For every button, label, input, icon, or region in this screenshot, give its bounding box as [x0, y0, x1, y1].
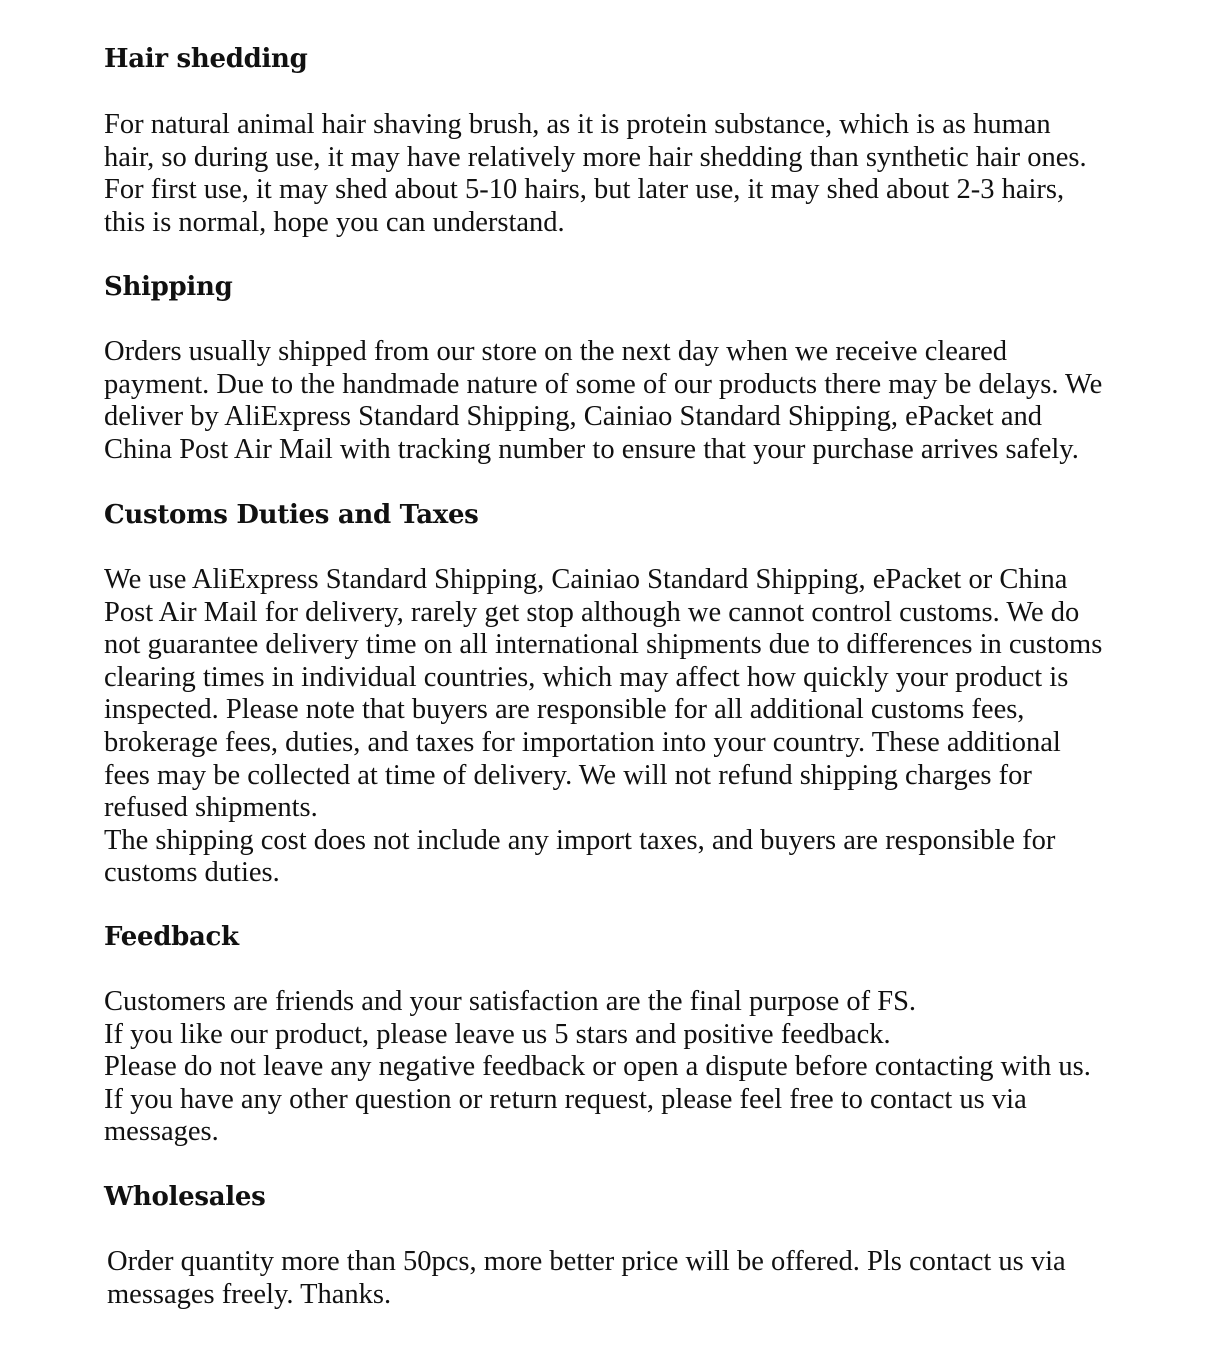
text-line: If you like our product, please leave us 5 stars and positive feedback.	[104, 1018, 891, 1050]
text-line: We use AliExpress Standard Shipping, Cainiao Standard Shipping, ePacket or China	[104, 564, 1068, 595]
text-line: hair, so during use, it may have relatively more hair shedding than synthetic hair ones.	[104, 141, 1087, 173]
heading-shipping: Shipping	[104, 272, 233, 302]
text-line: customs duties.	[104, 857, 280, 889]
paragraph-shipping	[104, 336, 1102, 466]
text-line: not guarantee delivery time on all international shipments due to differences in customs	[104, 629, 1103, 661]
paragraph-feedback	[104, 986, 1091, 1149]
text-line: clearing times in individual countries, which may affect how quickly your product is	[104, 661, 1069, 693]
text-line: Orders usually shipped from our store on the next day when we receive cleared	[104, 336, 1007, 367]
paragraph-customs-duties	[104, 564, 1102, 890]
text-line: this is normal, hope you can understand.	[104, 206, 565, 238]
text-line: Customers are friends and your satisfaction are the final purpose of FS.	[104, 986, 917, 1017]
text-line: China Post Air Mail with tracking number to ensure that your purchase arrives safely.	[104, 433, 1079, 465]
text-line: Please do not leave any negative feedback or open a dispute before contacting with us.	[104, 1051, 1091, 1083]
paragraph-hair-shedding	[104, 109, 1087, 239]
text-line: Post Air Mail for delivery, rarely get stop although we cannot control customs. We do	[104, 596, 1080, 628]
heading-wholesales: Wholesales	[104, 1182, 266, 1212]
heading-hair-shedding: Hair shedding	[104, 44, 308, 74]
text-line: The shipping cost does not include any import taxes, and buyers are responsible for	[104, 824, 1056, 856]
text-line: payment. Due to the handmade nature of some of our products there may be delays. We	[104, 368, 1103, 400]
text-line: fees may be collected at time of delivery. We will not refund shipping charges for	[104, 759, 1032, 791]
text-line: For natural animal hair shaving brush, as it is protein substance, which is as human	[104, 109, 1051, 140]
text-line: messages.	[104, 1116, 219, 1148]
paragraph-wholesales	[107, 1246, 1066, 1311]
text-line: If you have any other question or return request, please feel free to contact us via	[104, 1083, 1027, 1115]
text-line: For first use, it may shed about 5-10 hairs, but later use, it may shed about 2-3 hairs,	[104, 174, 1065, 206]
text-line: refused shipments.	[104, 792, 318, 824]
heading-customs-duties: Customs Duties and Taxes	[104, 500, 479, 530]
text-line: brokerage fees, duties, and taxes for importation into your country. These additional	[104, 726, 1061, 758]
text-line: deliver by AliExpress Standard Shipping, Cainiao Standard Shipping, ePacket and	[104, 401, 1042, 433]
text-line: messages freely. Thanks.	[107, 1278, 392, 1310]
text-line: inspected. Please note that buyers are responsible for all additional customs fees,	[104, 694, 1025, 726]
text-line: Order quantity more than 50pcs, more better price will be offered. Pls contact us via	[107, 1246, 1066, 1277]
heading-feedback: Feedback	[104, 922, 239, 952]
